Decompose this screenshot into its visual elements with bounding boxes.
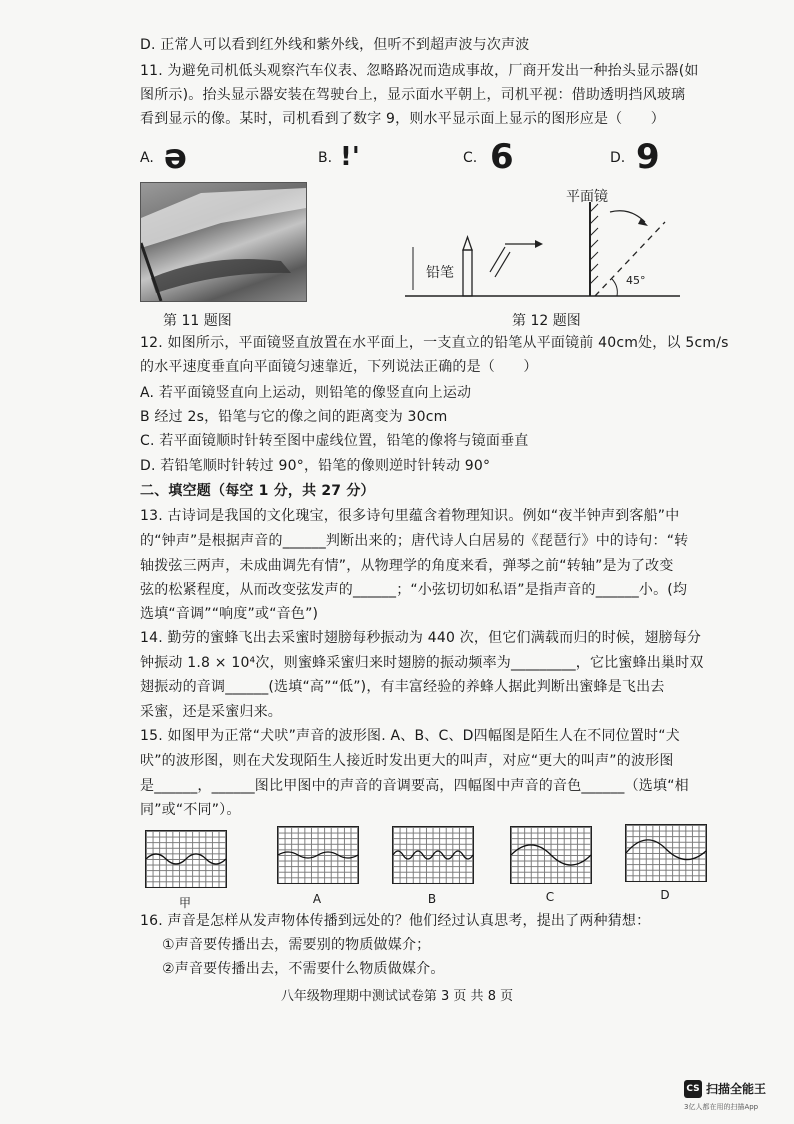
waveform-label-d: D [660,888,670,902]
q11-option-a-glyph: ə [164,137,188,177]
pencil-label: 铅笔 [426,265,454,281]
q12-line-2: 的水平速度垂直向平面镜匀速靠近，下列说法正确的是（ ） [140,359,538,375]
q11-option-b-glyph: !' [340,142,360,172]
page-footer: 八年级物理期中测试试卷第 3 页 共 8 页 [280,989,514,1004]
q15-line-4: 同”或“不同”）。 [140,802,241,818]
scanner-logo-icon: CS [684,1080,702,1098]
q11-option-c-label: C. [463,150,478,166]
hud-photo [140,182,307,302]
angle-label: 45° [626,274,646,287]
q15-line-1: 15. 如图甲为正常“犬吠”声音的波形图. A、B、C、D四幅图是陌生人在不同位置时“犬 [140,728,680,744]
q12-option-b: B 经过 2s，铅笔与它的像之间的距离变为 30cm [140,409,448,425]
q11-option-a-label: A. [140,150,154,166]
q13-line-4: 弦的松紧程度，从而改变弦发声的______；“小弦切切如私语”是指声音的______小。(均 [140,582,688,598]
q15-line-3: 是______，______图比甲图中的声音的音调要高，四幅图中声音的音色______（选填“相 [140,778,689,794]
q14-line-4: 采蜜，还是采蜜归来。 [140,704,282,720]
section-title: 二、填空题（每空 1 分，共 27 分） [140,483,375,499]
q11-option-b-label: B. [318,150,333,166]
q15-line-2: 吠”的波形图，则在犬发现陌生人接近时发出更大的叫声，对应“更大的叫声”的波形图 [140,753,674,769]
waveform-label-a: A [312,892,322,906]
q11-line-3: 看到显示的像。某时，司机看到了数字 9，则水平显示面上显示的图形应是（ ） [140,111,665,127]
q11-option-c-glyph: 6 [490,137,514,177]
waveform-jia [145,830,227,888]
q14-line-2: 钟振动 1.8 × 10⁴次，则蜜蜂采蜜归来时翅膀的振动频率为_________，它比蜜蜂出巢时双 [140,655,704,671]
q14-line-1: 14. 勤劳的蜜蜂飞出去采蜜时翅膀每秒振动为 440 次，但它们满载而归的时候，翅膀每分 [140,630,702,646]
q16-guess-1: ①声音要传播出去，需要别的物质做媒介； [162,937,431,953]
q13-line-5: 选填“音调”“响度”或“音色”) [140,606,319,622]
q11-line-2: 图所示)。抬头显示器安装在驾驶台上，显示面水平朝上，司机平视：借助透明挡风玻璃 [140,87,686,103]
waveform-b [392,826,474,884]
waveform-d [625,824,707,882]
q12-line-1: 12. 如图所示，平面镜竖直放置在水平面上，一支直立的铅笔从平面镜前 40cm处，以 5cm/s [140,335,729,351]
q13-line-3: 轴拨弦三两声，未成曲调先有情”，从物理学的角度来看，弹琴之前“转轴”是为了改变 [140,558,674,574]
q12-option-d: D. 若铅笔顺时针转过 90°，铅笔的像则逆时针转动 90° [140,458,491,474]
waveform-label-jia: 甲 [178,896,191,910]
q12-option-c: C. 若平面镜顺时针转至图中虚线位置，铅笔的像将与镜面垂直 [140,433,529,449]
q11-option-d-glyph: 9 [636,137,660,177]
q11-option-d-label: D. [610,150,626,166]
q13-line-2: 的“钟声”是根据声音的______判断出来的；唐代诗人白居易的《琵琶行》中的诗句：“转 [140,533,689,549]
waveform-label-b: B [427,892,437,906]
fig11-caption: 第 11 题图 [163,313,232,329]
q10-option-d: D. 正常人可以看到红外线和紫外线，但听不到超声波与次声波 [140,37,530,53]
q12-option-a: A. 若平面镜竖直向上运动，则铅笔的像竖直向上运动 [140,385,472,401]
q11-line-1: 11. 为避免司机低头观察汽车仪表、忽略路况而造成事故，厂商开发出一种抬头显示器(如 [140,63,699,79]
fig12-caption: 第 12 题图 [512,313,581,329]
q16-line-1: 16. 声音是怎样从发声物体传播到远处的？他们经过认真思考，提出了两种猜想： [140,913,651,929]
scanner-name: 扫描全能王 [706,1082,767,1096]
waveform-a [277,826,359,884]
waveform-c [510,826,592,884]
q16-guess-2: ②声音要传播出去，不需要什么物质做媒介。 [162,961,445,977]
scanner-tagline: 3亿人都在用的扫描App [684,1103,759,1111]
q14-line-3: 翅振动的音调______(选填“高”“低”)，有丰富经验的养蜂人据此判断出蜜蜂是飞出去 [140,679,665,695]
mirror-label: 平面镜 [566,189,608,205]
q13-line-1: 13. 古诗词是我国的文化瑰宝，很多诗句里蕴含着物理知识。例如“夜半钟声到客船”中 [140,508,680,524]
waveform-label-c: C [545,890,555,904]
